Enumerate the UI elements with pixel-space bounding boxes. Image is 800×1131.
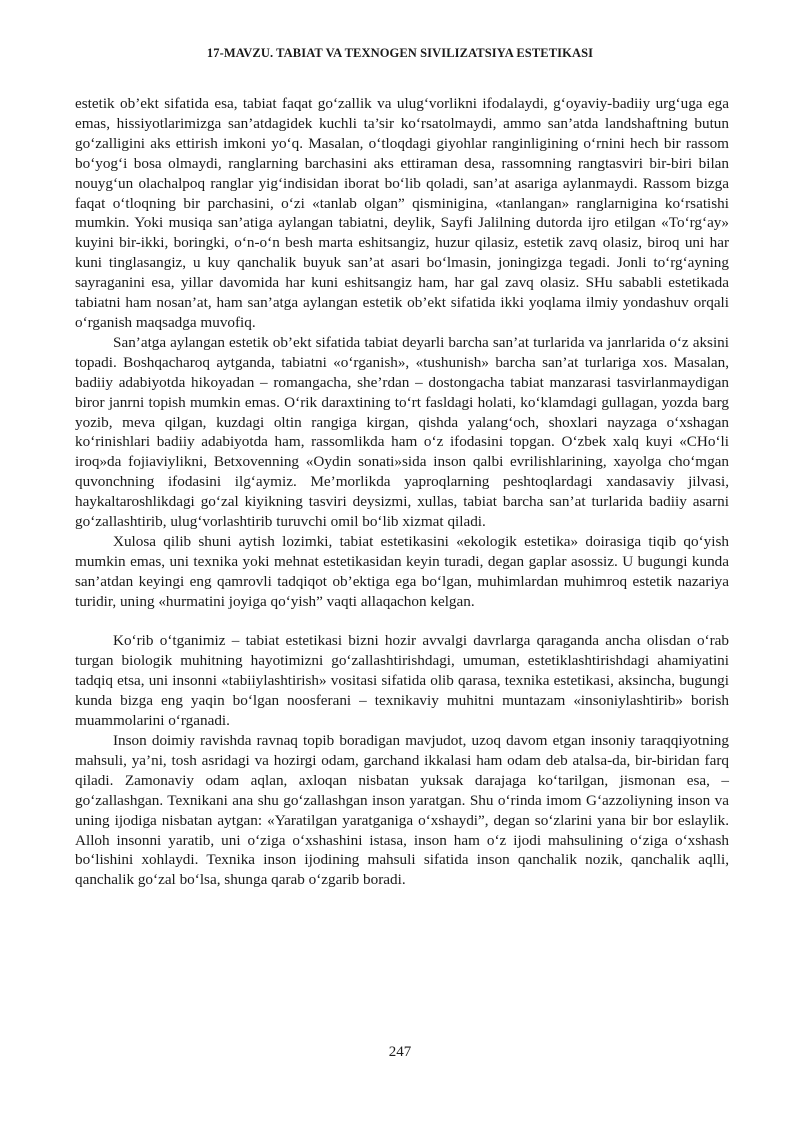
paragraph-human-development: Inson doimiy ravishda ravnaq topib boradigan mavjudot, uzoq davom etgan insoniy taraqqiyotning mahsuli, ya’ni, tosh asridagi va hozirgi odam, garchand ikkalasi ham odam deb atalsa-da, bir-biridan farq qiladi. Zamonaviy odam aqlan, axloqan nisbatan yuksak darajaga ko‘tarilgan, jismonan esa, – go‘zallashgan. Texnikani ana shu go‘zallashgan inson yaratgan. Shu o‘rinda imom G‘azzoliyning inson va uning ijodiga nisbatan aytgan: «Yaratilgan yaratganiga o‘xshaydi”, degan so‘zlarini yana bir bor eslaylik. Alloh insonni yaratib, uni o‘ziga o‘xshashini istasa, inson ham o‘z ijodi mahsulining o‘ziga o‘xshash bo‘lishini xohlaydi. Texnika inson ijodining mahsuli sifatida inson qanchalik nozik, qanchalik aqlli, qanchalik go‘zal bo‘lsa, shunga qarab o‘zgarib boradi. <box>75 731 729 889</box>
paragraph-conclusion: Xulosa qilib shuni aytish lozimki, tabiat estetikasini «ekologik estetika» doirasiga tiqib qo‘yish mumkin emas, uni texnika yoki mehnat estetikasidan keyin turadi, degan gaplar asossiz. U bugungi kunda san’atdan keyingi eng qamrovli tadqiqot ob’ektiga ega bo‘lgan, muhimlardan muhimroq estetik nazariya turidir, uning «hurmatini joyiga qo‘yish” vaqti allaqachon kelgan. <box>75 532 729 610</box>
body-text <box>75 94 729 890</box>
page-number: 247 <box>388 1044 412 1060</box>
paragraph-nature-in-arts: San’atga aylangan estetik ob’ekt sifatida tabiat deyarli barcha san’at turlarida va janrlarida o‘z aksini topadi. Boshqacharoq aytganda, tabiatni «o‘rganish», «tushunish» barcha san’at turlariga xos. Masalan, badiiy adabiyotda hikoyadan – romangacha, she’rdan – dostongacha tabiat manzarasi tasvirlanmaydigan biror janrni topish mumkin emas. O‘rik daraxtining to‘rt fasldagi holati, ko‘klamdagi gullagan, yozda barg yozib, meva qilgan, kuzdagi oltin rangiga kirgan, qishda yalang‘och, shoxlari nayzaga o‘xshagan ko‘rinishlari badiiy adabiyotda ham, rassomlikda ham o‘z ifodasini topgan. O‘zbek xalq kuyi «CHo‘li iroq»da fojiaviylikni, Betxovenning «Oydin sonati»sida inson qalbi evrilishlarining, xayolga cho‘mgan quvonchning ifodasini ilg‘aymiz. Me’morlikda yaproqlarning peshtoqlardagi xandasaviy jilvasi, haykaltaroshlikdagi go‘zal kiyikning tasviri deysizmi, xullas, tabiat barcha san’at turlarida badiiy asarni go‘zallashtirib, ulug‘vorlashtirib turuvchi omil bo‘lib xizmat qiladi. <box>75 333 729 531</box>
running-title: 17-MAVZU. TABIAT VA TEXNOGEN SIVILIZATSIYA ESTETIKASI <box>206 46 594 60</box>
paragraph-continuation: estetik ob’ekt sifatida esa, tabiat faqat go‘zallik va ulug‘vorlikni ifodalaydi, g‘oyaviy-badiiy urg‘uga ega emas, hissiyotlarimizga san’atdagidek kuchli ta’sir ko‘rsatolmaydi, ammo san’atda landshaftning butun go‘zalligini aks ettirish imkoni yo‘q. Masalan, o‘tloqdagi giyohlar ranginligining o‘rnini hech bir rassom bo‘yog‘i bosa olmaydi, ranglarning barchasini aks ettiraman desa, rassomning rangtasviri bir-biri bilan nouyg‘un olachalpoq ranglar yig‘indisidan iborat bo‘lib qoladi, san’at asariga aylanmaydi. Rassom bizga faqat o‘tloqning bir parchasini, o‘zi «tanlab olgan” qisminigina, «tanlangan» ranglarnigina ko‘rsatishi mumkin. Yoki musiqa san’atiga aylangan tabiatni, deylik, Sayfi Jalilning dutorda ijro etilgan «To‘rg‘ay» kuyini bir-ikki, boringki, o‘n-o‘n besh marta eshitsangiz, huzur qilasiz, estetik zavq olasiz, biroq uni har kuni tinglasangiz, u kuy qanchalik buyuk san’at asari bo‘lmasin, joningizga tegadi. Jonli to‘rg‘ayning sayraganini esa, yillar davomida har kuni eshitsangiz ham, har gal zavq olasiz. SHu sababli estetikada tabiatni ham nosan’at, ham san’atga aylangan estetik ob’ekt sifatida ikki yoqlama ilmiy yondashuv orqali o‘rganish maqsadga muvofiq. <box>75 95 729 331</box>
paragraph-technical-aesthetics: Ko‘rib o‘tganimiz – tabiat estetikasi bizni hozir avvalgi davrlarga qaraganda ancha olisdan o‘rab turgan biologik muhitning hayotimizni go‘zallashtirishdagi, umuman, estetiklashtirishdagi ahamiyatini tadqiq etsa, uni insonni «tabiiylashtirish» vositasi sifatida olib qarasa, texnika estetikasi, aksincha, bugungi kunda bizga eng yaqin bo‘lgan noosferani – texnikaviy muhitni muntazam «insoniylashtirib» borish muammolarini o‘rganadi. <box>75 632 729 730</box>
